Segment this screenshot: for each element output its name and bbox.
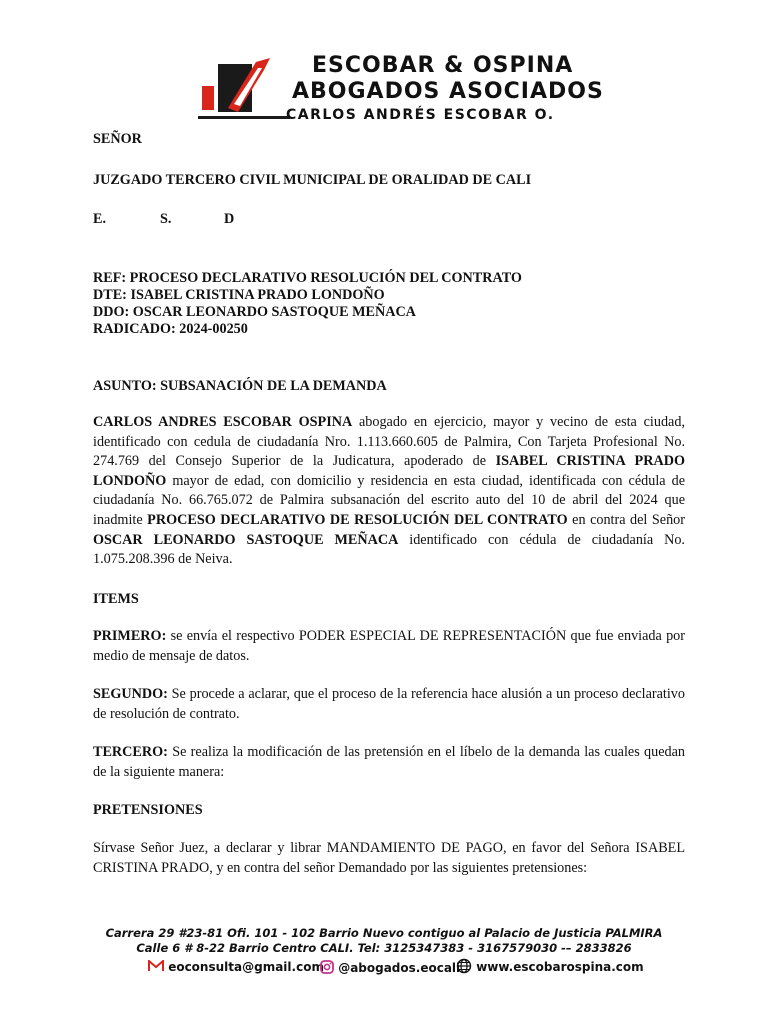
instagram-handle: @abogados.eocali xyxy=(338,961,461,975)
subject-line: ASUNTO: SUBSANACIÓN DE LA DEMANDA xyxy=(93,378,387,394)
footer-email xyxy=(148,960,324,975)
firm-logo xyxy=(198,56,290,122)
item-segundo xyxy=(93,685,685,724)
intro-text-2: mayor de edad, con domicilio y residencia en esta ciudad, identificada con cédula de ciudadanía No. 66.765.072 de Palmira subsanación del escrito auto del 10 de abril del 2024 que inadmite xyxy=(93,472,685,528)
email-text: eoconsulta@gmail.com xyxy=(168,960,324,974)
firm-name-line2: ABOGADOS ASOCIADOS xyxy=(292,79,604,104)
footer-address-palmira: Carrera 29 #23-81 Ofi. 101 - 102 Barrio Nuevo contiguo al Palacio de Justicia PALMIRA xyxy=(105,926,663,940)
item-tercero xyxy=(93,743,685,782)
salutation: SEÑOR xyxy=(93,131,142,147)
esd-e: E. xyxy=(93,211,107,227)
esd-s: S. xyxy=(160,211,172,227)
ref-block xyxy=(93,270,522,338)
items-heading: ITEMS xyxy=(93,591,139,607)
footer-website xyxy=(456,958,644,977)
item-text: Se procede a aclarar, que el proceso de la referencia hace alusión a un proceso declarativo de resolución de contrato. xyxy=(93,686,685,722)
item-text: se envía el respectivo PODER ESPECIAL DE REPRESENTACIÓN que fue enviada por medio de mensaje de datos. xyxy=(93,628,685,664)
item-text: Se realiza la modificación de las pretensión en el líbelo de la demanda las cuales quedan de la siguiente manera: xyxy=(93,744,685,780)
lawyer-name: CARLOS ANDRES ESCOBAR OSPINA xyxy=(93,414,353,430)
ref-radicado: RADICADO: 2024-00250 xyxy=(93,321,248,337)
item-primero xyxy=(93,627,685,666)
footer-address-cali: Calle 6 # 8-22 Barrio Centro CALI. Tel: 3125347383 - 3167579030 -– 2833826 xyxy=(136,941,632,955)
item-label: SEGUNDO: xyxy=(93,686,168,702)
intro-text-3: en contra del Señor xyxy=(567,511,685,528)
firm-lawyer-name: CARLOS ANDRÉS ESCOBAR O. xyxy=(286,107,555,123)
esd-line xyxy=(93,211,293,231)
process-name: PROCESO DECLARATIVO DE RESOLUCIÓN DEL CONTRATO xyxy=(147,511,568,528)
mail-icon xyxy=(148,960,164,975)
website-text: www.escobarospina.com xyxy=(476,960,644,974)
intro-text-4: identificado con cédula de ciudadanía No. 1.075.208.396 de Neiva. xyxy=(93,531,685,568)
firm-name-line1: ESCOBAR & OSPINA xyxy=(312,53,574,78)
globe-icon xyxy=(456,958,472,977)
intro-paragraph xyxy=(93,413,685,570)
ref-plaintiff: DTE: ISABEL CRISTINA PRADO LONDOÑO xyxy=(93,287,385,303)
pretensiones-paragraph xyxy=(93,839,685,878)
item-label: PRIMERO: xyxy=(93,628,167,644)
defendant-name: OSCAR LEONARDO SASTOQUE MEÑACA xyxy=(93,531,399,548)
ref-process: REF: PROCESO DECLARATIVO RESOLUCIÓN DEL CONTRATO xyxy=(93,270,522,286)
court-name: JUZGADO TERCERO CIVIL MUNICIPAL DE ORALIDAD DE CALI xyxy=(93,172,532,188)
pretensiones-heading: PRETENSIONES xyxy=(93,802,203,818)
esd-d: D xyxy=(224,211,235,227)
client-name: ISABEL CRISTINA PRADO LONDOÑO xyxy=(93,453,685,489)
pretensiones-text: Sírvase Señor Juez, a declarar y librar MANDAMIENTO DE PAGO, en favor del Señora ISABEL CRISTINA PRADO, y en contra del señor Demandado por las siguientes pretensiones: xyxy=(93,840,685,876)
intro-text-1: abogado en ejercicio, mayor y vecino de esta ciudad, identificado con cedula de ciudadanía Nro. 1.113.660.605 de Palmira, Con Tarjeta Profesional No. 274.769 del Consejo Superior de la Judicatura, apoderado de xyxy=(93,414,685,470)
item-label: TERCERO: xyxy=(93,744,168,760)
footer-instagram xyxy=(320,960,460,977)
ref-defendant: DDO: OSCAR LEONARDO SASTOQUE MEÑACA xyxy=(93,304,416,320)
instagram-icon xyxy=(320,960,334,977)
